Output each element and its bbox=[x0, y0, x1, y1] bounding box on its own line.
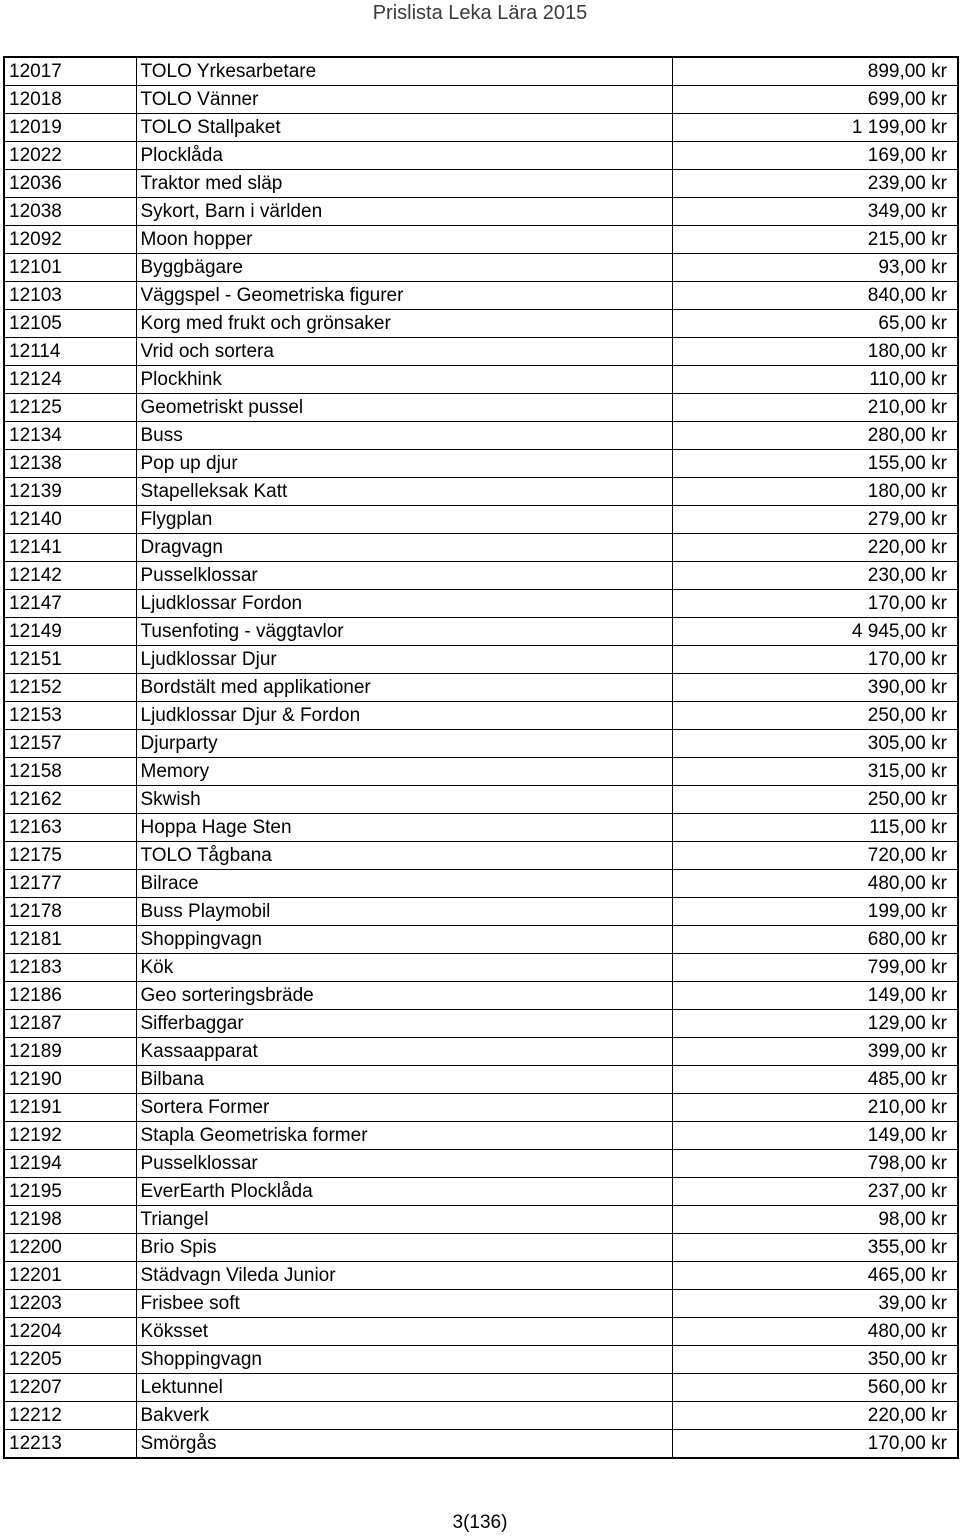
price-cell: 170,00 kr bbox=[672, 646, 958, 674]
product-name-cell: Buss bbox=[136, 422, 672, 450]
price-cell: 390,00 kr bbox=[672, 674, 958, 702]
product-name-cell: Stapla Geometriska former bbox=[136, 1122, 672, 1150]
table-row bbox=[4, 366, 958, 394]
article-number-cell: 12205 bbox=[4, 1346, 136, 1374]
article-number-cell: 12105 bbox=[4, 310, 136, 338]
article-number-cell: 12022 bbox=[4, 142, 136, 170]
product-name-cell: Traktor med släp bbox=[136, 170, 672, 198]
price-cell: 239,00 kr bbox=[672, 170, 958, 198]
price-cell: 149,00 kr bbox=[672, 1122, 958, 1150]
article-number-cell: 12192 bbox=[4, 1122, 136, 1150]
article-number-cell: 12125 bbox=[4, 394, 136, 422]
price-cell: 98,00 kr bbox=[672, 1206, 958, 1234]
table-row bbox=[4, 1290, 958, 1318]
table-row bbox=[4, 618, 958, 646]
product-name-cell: Djurparty bbox=[136, 730, 672, 758]
product-name-cell: Bilbana bbox=[136, 1066, 672, 1094]
article-number-cell: 12175 bbox=[4, 842, 136, 870]
product-name-cell: Shoppingvagn bbox=[136, 1346, 672, 1374]
product-name-cell: Triangel bbox=[136, 1206, 672, 1234]
product-name-cell: TOLO Vänner bbox=[136, 86, 672, 114]
price-cell: 169,00 kr bbox=[672, 142, 958, 170]
article-number-cell: 12189 bbox=[4, 1038, 136, 1066]
table-row bbox=[4, 1234, 958, 1262]
product-name-cell: Shoppingvagn bbox=[136, 926, 672, 954]
product-name-cell: Flygplan bbox=[136, 506, 672, 534]
table-row bbox=[4, 394, 958, 422]
article-number-cell: 12036 bbox=[4, 170, 136, 198]
article-number-cell: 12181 bbox=[4, 926, 136, 954]
price-cell: 39,00 kr bbox=[672, 1290, 958, 1318]
product-name-cell: Tusenfoting - väggtavlor bbox=[136, 618, 672, 646]
article-number-cell: 12142 bbox=[4, 562, 136, 590]
product-name-cell: Pusselklossar bbox=[136, 1150, 672, 1178]
price-cell: 230,00 kr bbox=[672, 562, 958, 590]
table-row bbox=[4, 1010, 958, 1038]
price-table-body bbox=[4, 57, 958, 1458]
table-row bbox=[4, 282, 958, 310]
product-name-cell: Geo sorteringsbräde bbox=[136, 982, 672, 1010]
product-name-cell: Sifferbaggar bbox=[136, 1010, 672, 1038]
price-cell: 840,00 kr bbox=[672, 282, 958, 310]
price-cell: 485,00 kr bbox=[672, 1066, 958, 1094]
table-row bbox=[4, 982, 958, 1010]
table-row bbox=[4, 674, 958, 702]
article-number-cell: 12114 bbox=[4, 338, 136, 366]
table-row bbox=[4, 170, 958, 198]
table-row bbox=[4, 730, 958, 758]
price-cell: 4 945,00 kr bbox=[672, 618, 958, 646]
price-cell: 315,00 kr bbox=[672, 758, 958, 786]
product-name-cell: Väggspel - Geometriska figurer bbox=[136, 282, 672, 310]
article-number-cell: 12183 bbox=[4, 954, 136, 982]
product-name-cell: Smörgås bbox=[136, 1430, 672, 1459]
article-number-cell: 12140 bbox=[4, 506, 136, 534]
product-name-cell: Geometriskt pussel bbox=[136, 394, 672, 422]
article-number-cell: 12201 bbox=[4, 1262, 136, 1290]
product-name-cell: Ljudklossar Djur bbox=[136, 646, 672, 674]
product-name-cell: Dragvagn bbox=[136, 534, 672, 562]
table-row bbox=[4, 1038, 958, 1066]
product-name-cell: Ljudklossar Djur & Fordon bbox=[136, 702, 672, 730]
product-name-cell: Ljudklossar Fordon bbox=[136, 590, 672, 618]
table-row bbox=[4, 1206, 958, 1234]
table-row bbox=[4, 1262, 958, 1290]
article-number-cell: 12212 bbox=[4, 1402, 136, 1430]
product-name-cell: Sortera Former bbox=[136, 1094, 672, 1122]
article-number-cell: 12207 bbox=[4, 1374, 136, 1402]
table-row bbox=[4, 114, 958, 142]
article-number-cell: 12018 bbox=[4, 86, 136, 114]
price-cell: 237,00 kr bbox=[672, 1178, 958, 1206]
table-row bbox=[4, 1122, 958, 1150]
article-number-cell: 12139 bbox=[4, 478, 136, 506]
table-row bbox=[4, 226, 958, 254]
price-cell: 199,00 kr bbox=[672, 898, 958, 926]
product-name-cell: Moon hopper bbox=[136, 226, 672, 254]
price-cell: 480,00 kr bbox=[672, 1318, 958, 1346]
table-row bbox=[4, 1094, 958, 1122]
product-name-cell: Memory bbox=[136, 758, 672, 786]
table-row bbox=[4, 1318, 958, 1346]
product-name-cell: EverEarth Plocklåda bbox=[136, 1178, 672, 1206]
price-cell: 799,00 kr bbox=[672, 954, 958, 982]
product-name-cell: Plockhink bbox=[136, 366, 672, 394]
price-table bbox=[3, 56, 959, 1459]
table-row bbox=[4, 1430, 958, 1459]
table-row bbox=[4, 702, 958, 730]
price-cell: 279,00 kr bbox=[672, 506, 958, 534]
price-cell: 699,00 kr bbox=[672, 86, 958, 114]
article-number-cell: 12038 bbox=[4, 198, 136, 226]
table-row bbox=[4, 814, 958, 842]
product-name-cell: Buss Playmobil bbox=[136, 898, 672, 926]
article-number-cell: 12162 bbox=[4, 786, 136, 814]
product-name-cell: Skwish bbox=[136, 786, 672, 814]
article-number-cell: 12163 bbox=[4, 814, 136, 842]
article-number-cell: 12158 bbox=[4, 758, 136, 786]
table-row bbox=[4, 646, 958, 674]
table-row bbox=[4, 338, 958, 366]
price-cell: 210,00 kr bbox=[672, 1094, 958, 1122]
table-row bbox=[4, 758, 958, 786]
price-cell: 170,00 kr bbox=[672, 590, 958, 618]
article-number-cell: 12124 bbox=[4, 366, 136, 394]
price-cell: 720,00 kr bbox=[672, 842, 958, 870]
price-cell: 220,00 kr bbox=[672, 1402, 958, 1430]
article-number-cell: 12134 bbox=[4, 422, 136, 450]
table-row bbox=[4, 534, 958, 562]
price-cell: 93,00 kr bbox=[672, 254, 958, 282]
product-name-cell: Bordstält med applikationer bbox=[136, 674, 672, 702]
table-row bbox=[4, 506, 958, 534]
product-name-cell: TOLO Stallpaket bbox=[136, 114, 672, 142]
table-row bbox=[4, 422, 958, 450]
table-row bbox=[4, 870, 958, 898]
article-number-cell: 12198 bbox=[4, 1206, 136, 1234]
price-cell: 1 199,00 kr bbox=[672, 114, 958, 142]
price-cell: 129,00 kr bbox=[672, 1010, 958, 1038]
table-row bbox=[4, 1402, 958, 1430]
price-cell: 110,00 kr bbox=[672, 366, 958, 394]
product-name-cell: Kök bbox=[136, 954, 672, 982]
article-number-cell: 12151 bbox=[4, 646, 136, 674]
article-number-cell: 12101 bbox=[4, 254, 136, 282]
price-cell: 180,00 kr bbox=[672, 338, 958, 366]
article-number-cell: 12092 bbox=[4, 226, 136, 254]
table-row bbox=[4, 57, 958, 86]
article-number-cell: 12200 bbox=[4, 1234, 136, 1262]
article-number-cell: 12153 bbox=[4, 702, 136, 730]
product-name-cell: Köksset bbox=[136, 1318, 672, 1346]
article-number-cell: 12019 bbox=[4, 114, 136, 142]
table-row bbox=[4, 898, 958, 926]
price-cell: 115,00 kr bbox=[672, 814, 958, 842]
price-cell: 215,00 kr bbox=[672, 226, 958, 254]
table-row bbox=[4, 198, 958, 226]
price-cell: 465,00 kr bbox=[672, 1262, 958, 1290]
product-name-cell: Brio Spis bbox=[136, 1234, 672, 1262]
table-row bbox=[4, 842, 958, 870]
price-cell: 170,00 kr bbox=[672, 1430, 958, 1459]
table-row bbox=[4, 310, 958, 338]
price-cell: 220,00 kr bbox=[672, 534, 958, 562]
price-cell: 899,00 kr bbox=[672, 57, 958, 86]
table-row bbox=[4, 86, 958, 114]
price-cell: 350,00 kr bbox=[672, 1346, 958, 1374]
price-cell: 798,00 kr bbox=[672, 1150, 958, 1178]
article-number-cell: 12186 bbox=[4, 982, 136, 1010]
price-cell: 155,00 kr bbox=[672, 450, 958, 478]
article-number-cell: 12194 bbox=[4, 1150, 136, 1178]
product-name-cell: Pusselklossar bbox=[136, 562, 672, 590]
article-number-cell: 12177 bbox=[4, 870, 136, 898]
product-name-cell: Hoppa Hage Sten bbox=[136, 814, 672, 842]
article-number-cell: 12204 bbox=[4, 1318, 136, 1346]
article-number-cell: 12147 bbox=[4, 590, 136, 618]
table-row bbox=[4, 954, 958, 982]
article-number-cell: 12141 bbox=[4, 534, 136, 562]
price-cell: 149,00 kr bbox=[672, 982, 958, 1010]
price-cell: 65,00 kr bbox=[672, 310, 958, 338]
product-name-cell: Frisbee soft bbox=[136, 1290, 672, 1318]
price-cell: 305,00 kr bbox=[672, 730, 958, 758]
article-number-cell: 12149 bbox=[4, 618, 136, 646]
product-name-cell: Vrid och sortera bbox=[136, 338, 672, 366]
page-footer bbox=[0, 1510, 960, 1536]
table-row bbox=[4, 786, 958, 814]
price-cell: 250,00 kr bbox=[672, 786, 958, 814]
table-row bbox=[4, 142, 958, 170]
price-cell: 180,00 kr bbox=[672, 478, 958, 506]
table-row bbox=[4, 254, 958, 282]
price-cell: 250,00 kr bbox=[672, 702, 958, 730]
table-row bbox=[4, 1346, 958, 1374]
product-name-cell: TOLO Yrkesarbetare bbox=[136, 57, 672, 86]
table-row bbox=[4, 1178, 958, 1206]
product-name-cell: Stapelleksak Katt bbox=[136, 478, 672, 506]
page-title: Prislista Leka Lära 2015 bbox=[372, 2, 588, 24]
price-cell: 480,00 kr bbox=[672, 870, 958, 898]
article-number-cell: 12138 bbox=[4, 450, 136, 478]
product-name-cell: Bilrace bbox=[136, 870, 672, 898]
article-number-cell: 12191 bbox=[4, 1094, 136, 1122]
price-cell: 560,00 kr bbox=[672, 1374, 958, 1402]
product-name-cell: Lektunnel bbox=[136, 1374, 672, 1402]
article-number-cell: 12152 bbox=[4, 674, 136, 702]
product-name-cell: Byggbägare bbox=[136, 254, 672, 282]
product-name-cell: Plocklåda bbox=[136, 142, 672, 170]
price-cell: 399,00 kr bbox=[672, 1038, 958, 1066]
article-number-cell: 12178 bbox=[4, 898, 136, 926]
article-number-cell: 12213 bbox=[4, 1430, 136, 1459]
article-number-cell: 12157 bbox=[4, 730, 136, 758]
product-name-cell: Städvagn Vileda Junior bbox=[136, 1262, 672, 1290]
product-name-cell: Pop up djur bbox=[136, 450, 672, 478]
article-number-cell: 12103 bbox=[4, 282, 136, 310]
table-row bbox=[4, 926, 958, 954]
price-cell: 355,00 kr bbox=[672, 1234, 958, 1262]
article-number-cell: 12187 bbox=[4, 1010, 136, 1038]
price-cell: 210,00 kr bbox=[672, 394, 958, 422]
product-name-cell: Korg med frukt och grönsaker bbox=[136, 310, 672, 338]
price-cell: 280,00 kr bbox=[672, 422, 958, 450]
table-row bbox=[4, 478, 958, 506]
table-row bbox=[4, 1374, 958, 1402]
article-number-cell: 12203 bbox=[4, 1290, 136, 1318]
product-name-cell: Sykort, Barn i världen bbox=[136, 198, 672, 226]
table-row bbox=[4, 562, 958, 590]
article-number-cell: 12190 bbox=[4, 1066, 136, 1094]
product-name-cell: Kassaapparat bbox=[136, 1038, 672, 1066]
table-row bbox=[4, 1150, 958, 1178]
table-row bbox=[4, 590, 958, 618]
price-cell: 349,00 kr bbox=[672, 198, 958, 226]
page-header bbox=[0, 0, 960, 26]
product-name-cell: TOLO Tågbana bbox=[136, 842, 672, 870]
article-number-cell: 12017 bbox=[4, 57, 136, 86]
article-number-cell: 12195 bbox=[4, 1178, 136, 1206]
table-row bbox=[4, 450, 958, 478]
page-number: 3(136) bbox=[452, 1512, 508, 1533]
price-cell: 680,00 kr bbox=[672, 926, 958, 954]
product-name-cell: Bakverk bbox=[136, 1402, 672, 1430]
table-row bbox=[4, 1066, 958, 1094]
